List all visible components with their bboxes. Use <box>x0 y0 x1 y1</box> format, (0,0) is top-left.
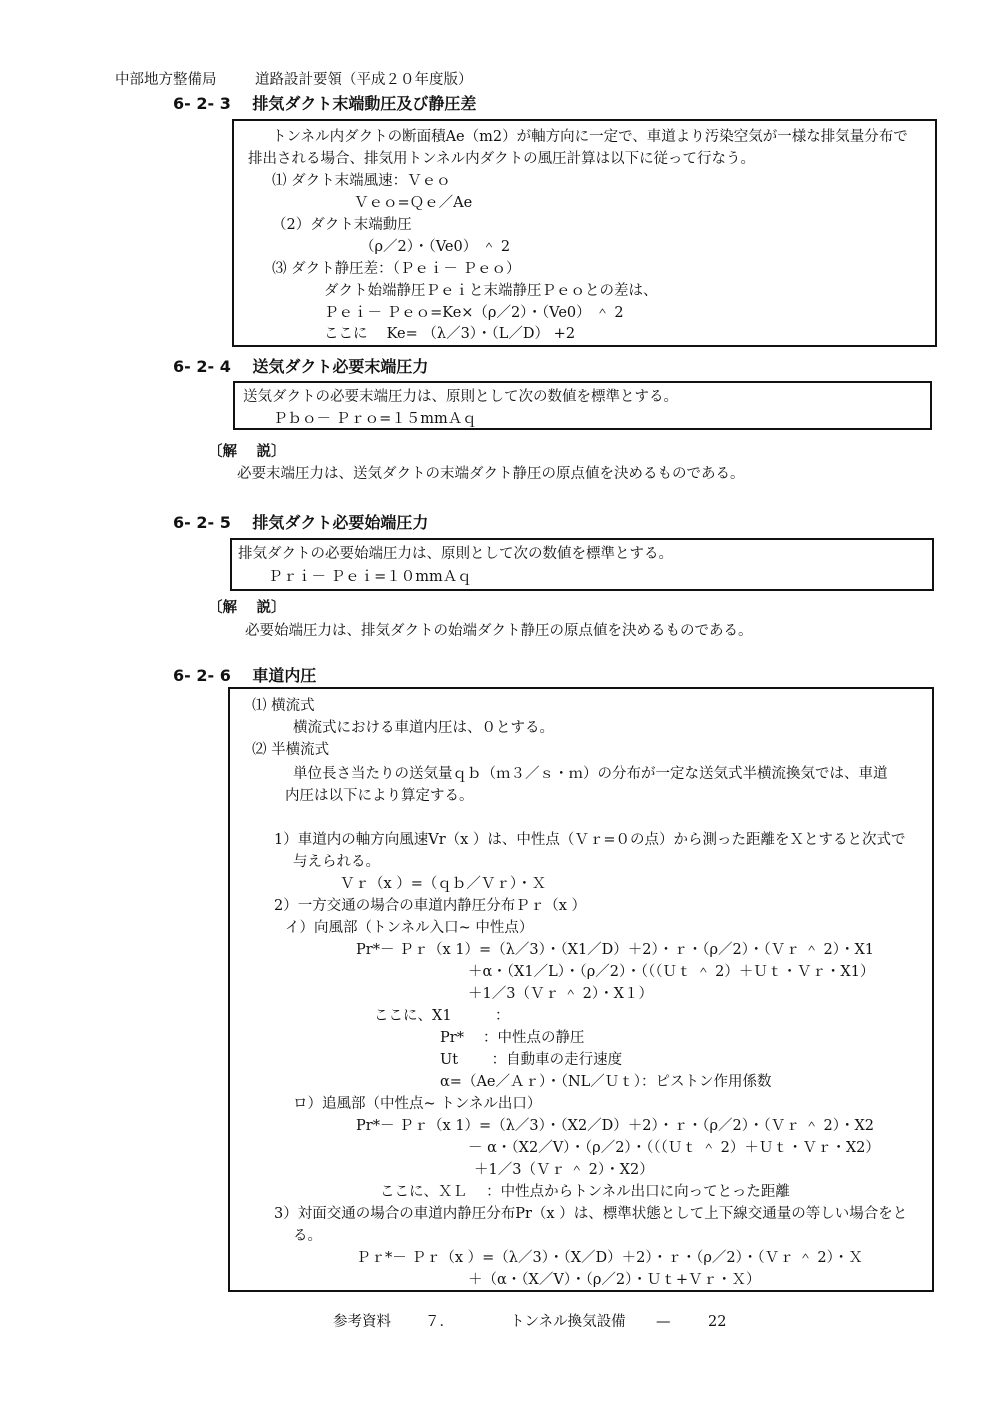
text-line: 横流式における車道内圧は、０とする。 <box>293 720 554 736</box>
text-line: 送気ダクトの必要末端圧力は、原則として次の数値を標準とする。 <box>243 389 678 405</box>
text-line: 排気ダクトの必要始端圧力は、原則として次の数値を標準とする。 <box>238 546 673 562</box>
section-box-6-2-4 <box>233 381 932 430</box>
text-line: ダクト始端静圧Ｐｅｉと末端静圧Ｐｅｏとの差は、 <box>324 283 658 299</box>
text-line: 排出される場合、排気用トンネル内ダクトの風圧計算は以下に従って行なう。 <box>248 151 756 167</box>
formula-line: ＋α・（X1／L）・（ρ／2）・（（（Ｕｔ ＾ 2）＋Ｕｔ・Ｖｒ・X1） <box>468 964 875 980</box>
text-line: 2）一方交通の場合の車道内静圧分布Ｐｒ（x ） <box>274 898 587 914</box>
text-line: ここに、ＸＬ ：中性点からトンネル出口に向ってとった距離 <box>380 1184 790 1200</box>
section-heading-6-2-4: 6- 2- 4 送気ダクト必要末端圧力 <box>173 357 429 376</box>
text-line: 内圧は以下により算定する。 <box>285 788 474 804</box>
formula-line: Ｐｒ*－ Ｐｒ（x ）=（λ／3）・（X／D）＋2）・ｒ・（ρ／2）・（Ｖｒ ＾ 2）・Ｘ <box>356 1250 863 1266</box>
section-box-6-2-5 <box>230 538 934 591</box>
formula-line: Pr*－ Ｐｒ（x 1）=（λ／3）・（X2／D）＋2）・ｒ・（ρ／2）・（Ｖｒ ＾ 2）・X2 <box>356 1118 875 1134</box>
section-heading-6-2-5: 6- 2- 5 排気ダクト必要始端圧力 <box>173 513 429 532</box>
header-org: 中部地方整備局 <box>115 72 217 88</box>
formula-line: Ｖｒ（x ）=（ｑｂ／Ｖｒ）・Ｘ <box>340 876 547 892</box>
formula-line: Pr*－ Ｐｒ（x 1）=（λ／3）・（X1／D）＋2）・ｒ・（ρ／2）・（Ｖｒ ＾ 2）・X1 <box>356 942 875 958</box>
footer-title: トンネル換気設備 <box>510 1314 626 1330</box>
text-line: ⑵ 半横流式 <box>252 742 330 758</box>
text-line: （2）ダクト末端動圧 <box>272 217 412 233</box>
text-line: α=（Ae／Ａｒ）・（NL／Ｕｔ）：ピストン作用係数 <box>440 1074 772 1090</box>
text-line: トンネル内ダクトの断面積Ae（m2）が軸方向に一定で、車道より汚染空気が一様な排気量分布で <box>272 129 908 145</box>
formula-line: ＋1／3（Ｖｒ ＾ 2）・X１） <box>468 986 653 1002</box>
section-box-6-2-3 <box>232 119 937 347</box>
explain-text: 必要末端圧力は、送気ダクトの末端ダクト静圧の原点値を決めるものである。 <box>237 466 745 482</box>
section-heading-6-2-6: 6- 2- 6 車道内圧 <box>173 666 317 685</box>
formula-line: ここに Ke= （λ／3）・（L／D） +2 <box>324 326 576 342</box>
text-line: 単位長さ当たりの送気量ｑｂ（ｍ３／ｓ・ｍ）の分布が一定な送気式半横流換気では、車道 <box>293 766 888 782</box>
section-box-6-2-6 <box>228 687 934 1292</box>
explain-label: 〔解 説〕 <box>208 599 286 616</box>
formula-line: Ｐｅｉ－ Ｐｅｏ=Ke×（ρ／2）・（Ve0） ＾ 2 <box>324 305 624 321</box>
explain-label: 〔解 説〕 <box>208 443 286 460</box>
text-line: ⑴ 横流式 <box>252 698 315 714</box>
page-number: 22 <box>708 1314 727 1330</box>
text-line: ロ）追風部（中性点~ トンネル出口） <box>293 1096 542 1112</box>
footer-ref: 参考資料 <box>333 1314 391 1330</box>
formula-line: Ｐｒｉ－ Ｐｅｉ=１０mmＡｑ <box>268 569 472 585</box>
text-line: 与えられる。 <box>293 854 380 870</box>
header-title: 道路設計要領（平成２０年度版） <box>255 72 473 88</box>
text-line: Ut ：自動車の走行速度 <box>440 1052 623 1068</box>
text-line: ここに、X1 ： <box>374 1008 510 1024</box>
formula-line: － α・（X2／V）・（ρ／2）・（（（Ｕｔ ＾ 2）＋Ｕｔ・Ｖｒ・X2） <box>468 1140 880 1156</box>
text-line: ⑴ ダクト末端風速：Ｖｅｏ <box>272 173 451 189</box>
text-line: る。 <box>293 1228 322 1244</box>
formula-line: Ｐｂｏ－ Ｐｒｏ=１５mmＡｑ <box>273 411 477 427</box>
explain-text: 必要始端圧力は、排気ダクトの始端ダクト静圧の原点値を決めるものである。 <box>245 623 753 639</box>
footer-chapter: ７． <box>425 1314 454 1330</box>
footer-dash: — <box>656 1314 671 1330</box>
formula-line: （ρ／2）・（Ve0） ＾ 2 <box>360 239 511 255</box>
formula-line: Ｖｅｏ=Ｑｅ／Ae <box>354 195 473 211</box>
formula-line: ＋1／3（Ｖｒ ＾ 2）・X2） <box>474 1162 654 1178</box>
formula-line: ＋（α・（X／V）・（ρ／2）・Ｕｔ+Ｖｒ・Ｘ） <box>468 1272 761 1288</box>
text-line: ⑶ ダクト静圧差：（Ｐｅｉ－ Ｐｅｏ） <box>272 261 521 277</box>
text-line: Pr* ：中性点の静圧 <box>440 1030 585 1046</box>
text-line: イ）向風部（トンネル入口~ 中性点） <box>285 920 534 936</box>
text-line: 3）対面交通の場合の車道内静圧分布Pr（x ）は、標準状態として上下線交通量の等しい場合をと <box>274 1206 908 1222</box>
text-line: 1）車道内の軸方向風速Vr（x ）は、中性点（Ｖｒ=０の点）から測った距離をＸとすると次式で <box>274 832 906 848</box>
section-heading-6-2-3: 6- 2- 3 排気ダクト末端動圧及び静圧差 <box>173 94 477 113</box>
